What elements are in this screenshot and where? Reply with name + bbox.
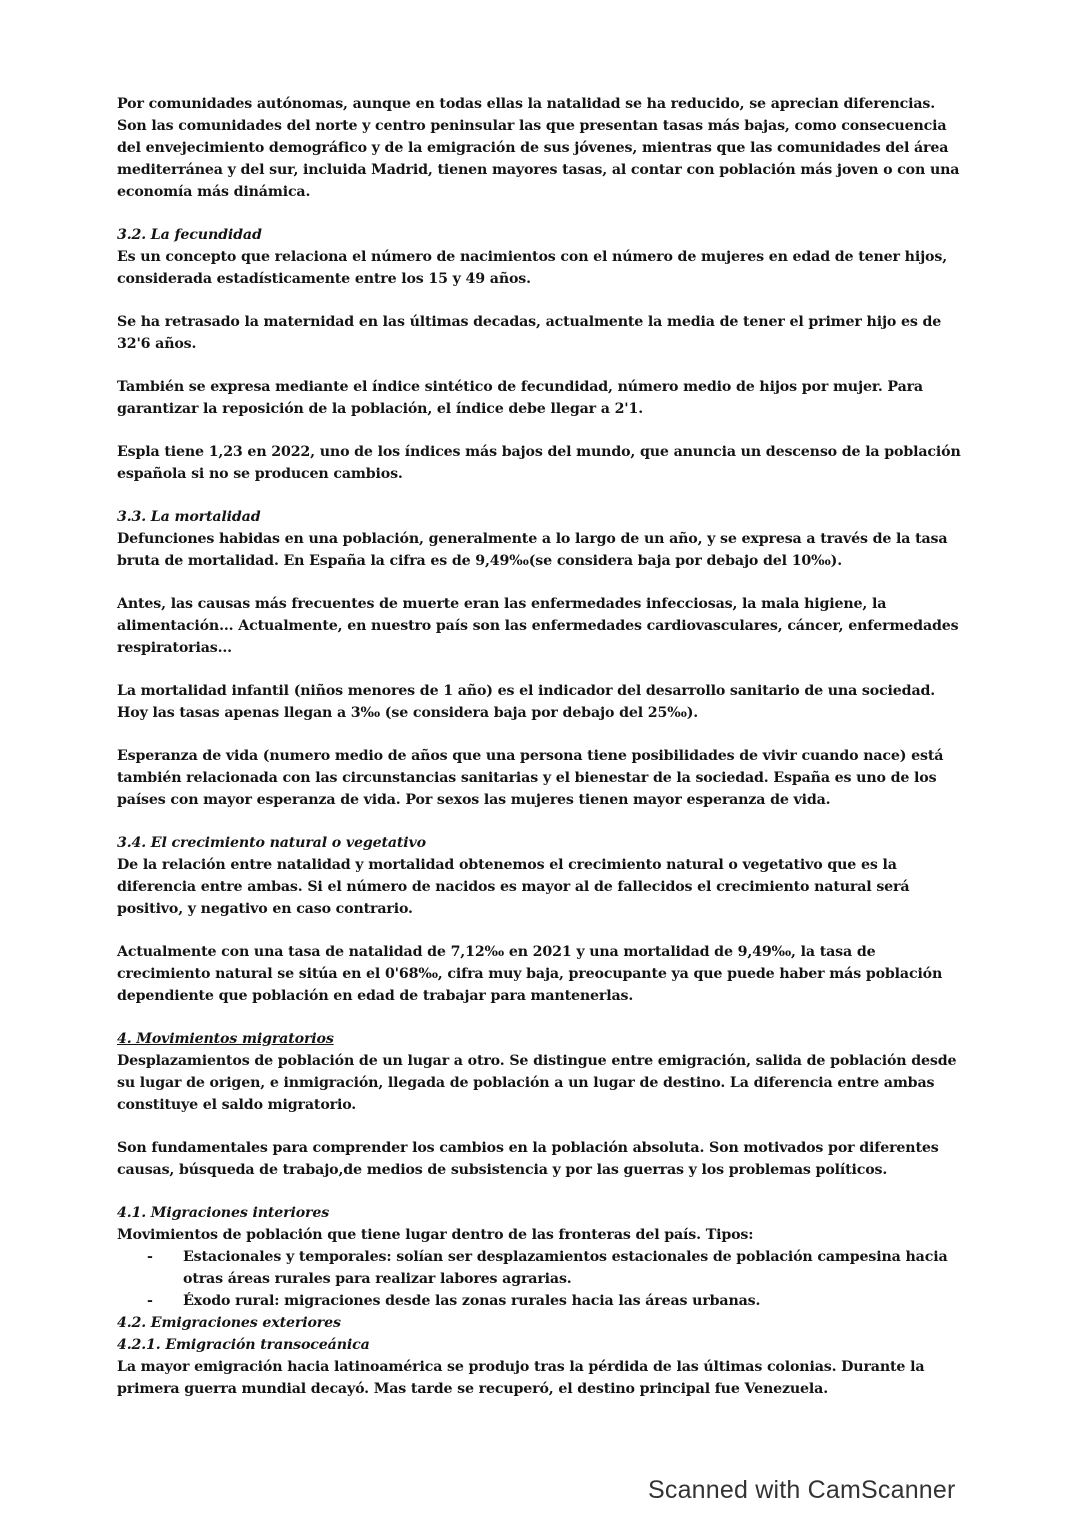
heading-movimientos-migratorios: 4. Movimientos migratorios (117, 1031, 334, 1047)
list-item-text: Éxodo rural: migraciones desde las zonas rurales hacia las áreas urbanas. (183, 1293, 761, 1309)
paragraph-natalidad-comunidades: Por comunidades autónomas, aunque en todas ellas la natalidad se ha reducido, se aprecian diferencias. Son las comunidades del norte y centro peninsular las que presentan tasas más bajas, como consecuencia del envejecimiento demográfico y de la emigración de sus jóvenes, mientras que las comunidades del área mediterránea y del sur, incluida Madrid, tienen mayores tasas, al contar con población más joven o con una economía más dinámica. (117, 96, 960, 200)
paragraph-fecundidad-indice: También se expresa mediante el índice sintético de fecundidad, número medio de hijos por mujer. Para garantizar la reposición de la población, el índice debe llegar a 2'1. (117, 379, 923, 417)
document-body (117, 93, 962, 1421)
paragraph-esperanza-vida: Esperanza de vida (numero medio de años que una persona tiene posibilidades de vivir cuando nace) está también relacionada con las circunstancias sanitarias y el bienestar de la sociedad. España es uno de los países con mayor esperanza de vida. Por sexos las mujeres tienen mayor esperanza de vida. (117, 748, 944, 808)
paragraph-mortalidad-causas: Antes, las causas más frecuentes de muerte eran las enfermedades infecciosas, la mala higiene, la alimentación... Actualmente, en nuestro país son las enfermedades cardiovasculares, cáncer, enfermedades respiratorias... (117, 596, 959, 656)
list-item (117, 1290, 962, 1312)
heading-emigracion-transoceanica: 4.2.1. Emigración transoceánica (117, 1337, 370, 1353)
heading-emigraciones-exteriores: 4.2. Emigraciones exteriores (117, 1315, 341, 1331)
paragraph-emigracion-transoceanica: La mayor emigración hacia latinoamérica se produjo tras la pérdida de las últimas colonias. Durante la primera guerra mundial decayó. Mas tarde se recuperó, el destino principal fue Venezuela. (117, 1359, 925, 1397)
paragraph-mortalidad-infantil: La mortalidad infantil (niños menores de 1 año) es el indicador del desarrollo sanitario de una sociedad. Hoy las tasas apenas llegan a 3‰ (se considera baja por debajo del 25‰). (117, 683, 936, 721)
dash-bullet: - (147, 1249, 153, 1265)
dash-bullet: - (147, 1293, 153, 1309)
paragraph-fecundidad-espana: Espla tiene 1,23 en 2022, uno de los índices más bajos del mundo, que anuncia un descenso de la población española si no se producen cambios. (117, 444, 961, 482)
paragraph-migraciones-interiores: Movimientos de población que tiene lugar dentro de las fronteras del país. Tipos: (117, 1227, 754, 1243)
paragraph-mortalidad-definicion: Defunciones habidas en una población, generalmente a lo largo de un año, y se expresa a través de la tasa bruta de mortalidad. En España la cifra es de 9,49‰(se considera baja por debajo del 10‰). (117, 531, 948, 569)
heading-fecundidad: 3.2. La fecundidad (117, 227, 262, 243)
paragraph-migraciones-definicion: Desplazamientos de población de un lugar a otro. Se distingue entre emigración, salida de población desde su lugar de origen, e inmigración, llegada de población a un lugar de destino. La diferencia entre ambas constituye el saldo migratorio. (117, 1053, 957, 1113)
paragraph-crecimiento-actual: Actualmente con una tasa de natalidad de 7,12‰ en 2021 y una mortalidad de 9,49‰, la tasa de crecimiento natural se sitúa en el 0'68‰, cifra muy baja, preocupante ya que puede haber más población dependiente que población en edad de trabajar para mantenerlas. (117, 944, 943, 1004)
list-migraciones-interiores (117, 1246, 962, 1312)
list-item (117, 1246, 962, 1290)
heading-mortalidad: 3.3. La mortalidad (117, 509, 261, 525)
paragraph-migraciones-causas: Son fundamentales para comprender los cambios en la población absoluta. Son motivados por diferentes causas, búsqueda de trabajo,de medios de subsistencia y por las guerras y los problemas políticos. (117, 1140, 939, 1178)
heading-crecimiento-natural: 3.4. El crecimiento natural o vegetativo (117, 835, 426, 851)
list-item-text: Estacionales y temporales: solían ser desplazamientos estacionales de población campesina hacia otras áreas rurales para realizar labores agrarias. (183, 1249, 948, 1287)
heading-migraciones-interiores: 4.1. Migraciones interiores (117, 1205, 330, 1221)
paragraph-crecimiento-definicion: De la relación entre natalidad y mortalidad obtenemos el crecimiento natural o vegetativo que es la diferencia entre ambas. Si el número de nacidos es mayor al de fallecidos el crecimiento natural será positivo, y negativo en caso contrario. (117, 857, 910, 917)
paragraph-fecundidad-definicion: Es un concepto que relaciona el número de nacimientos con el número de mujeres en edad de tener hijos, considerada estadísticamente entre los 15 y 49 años. (117, 249, 947, 287)
paragraph-fecundidad-maternidad: Se ha retrasado la maternidad en las últimas decadas, actualmente la media de tener el primer hijo es de 32'6 años. (117, 314, 942, 352)
camscanner-watermark: Scanned with CamScanner (648, 1476, 956, 1504)
